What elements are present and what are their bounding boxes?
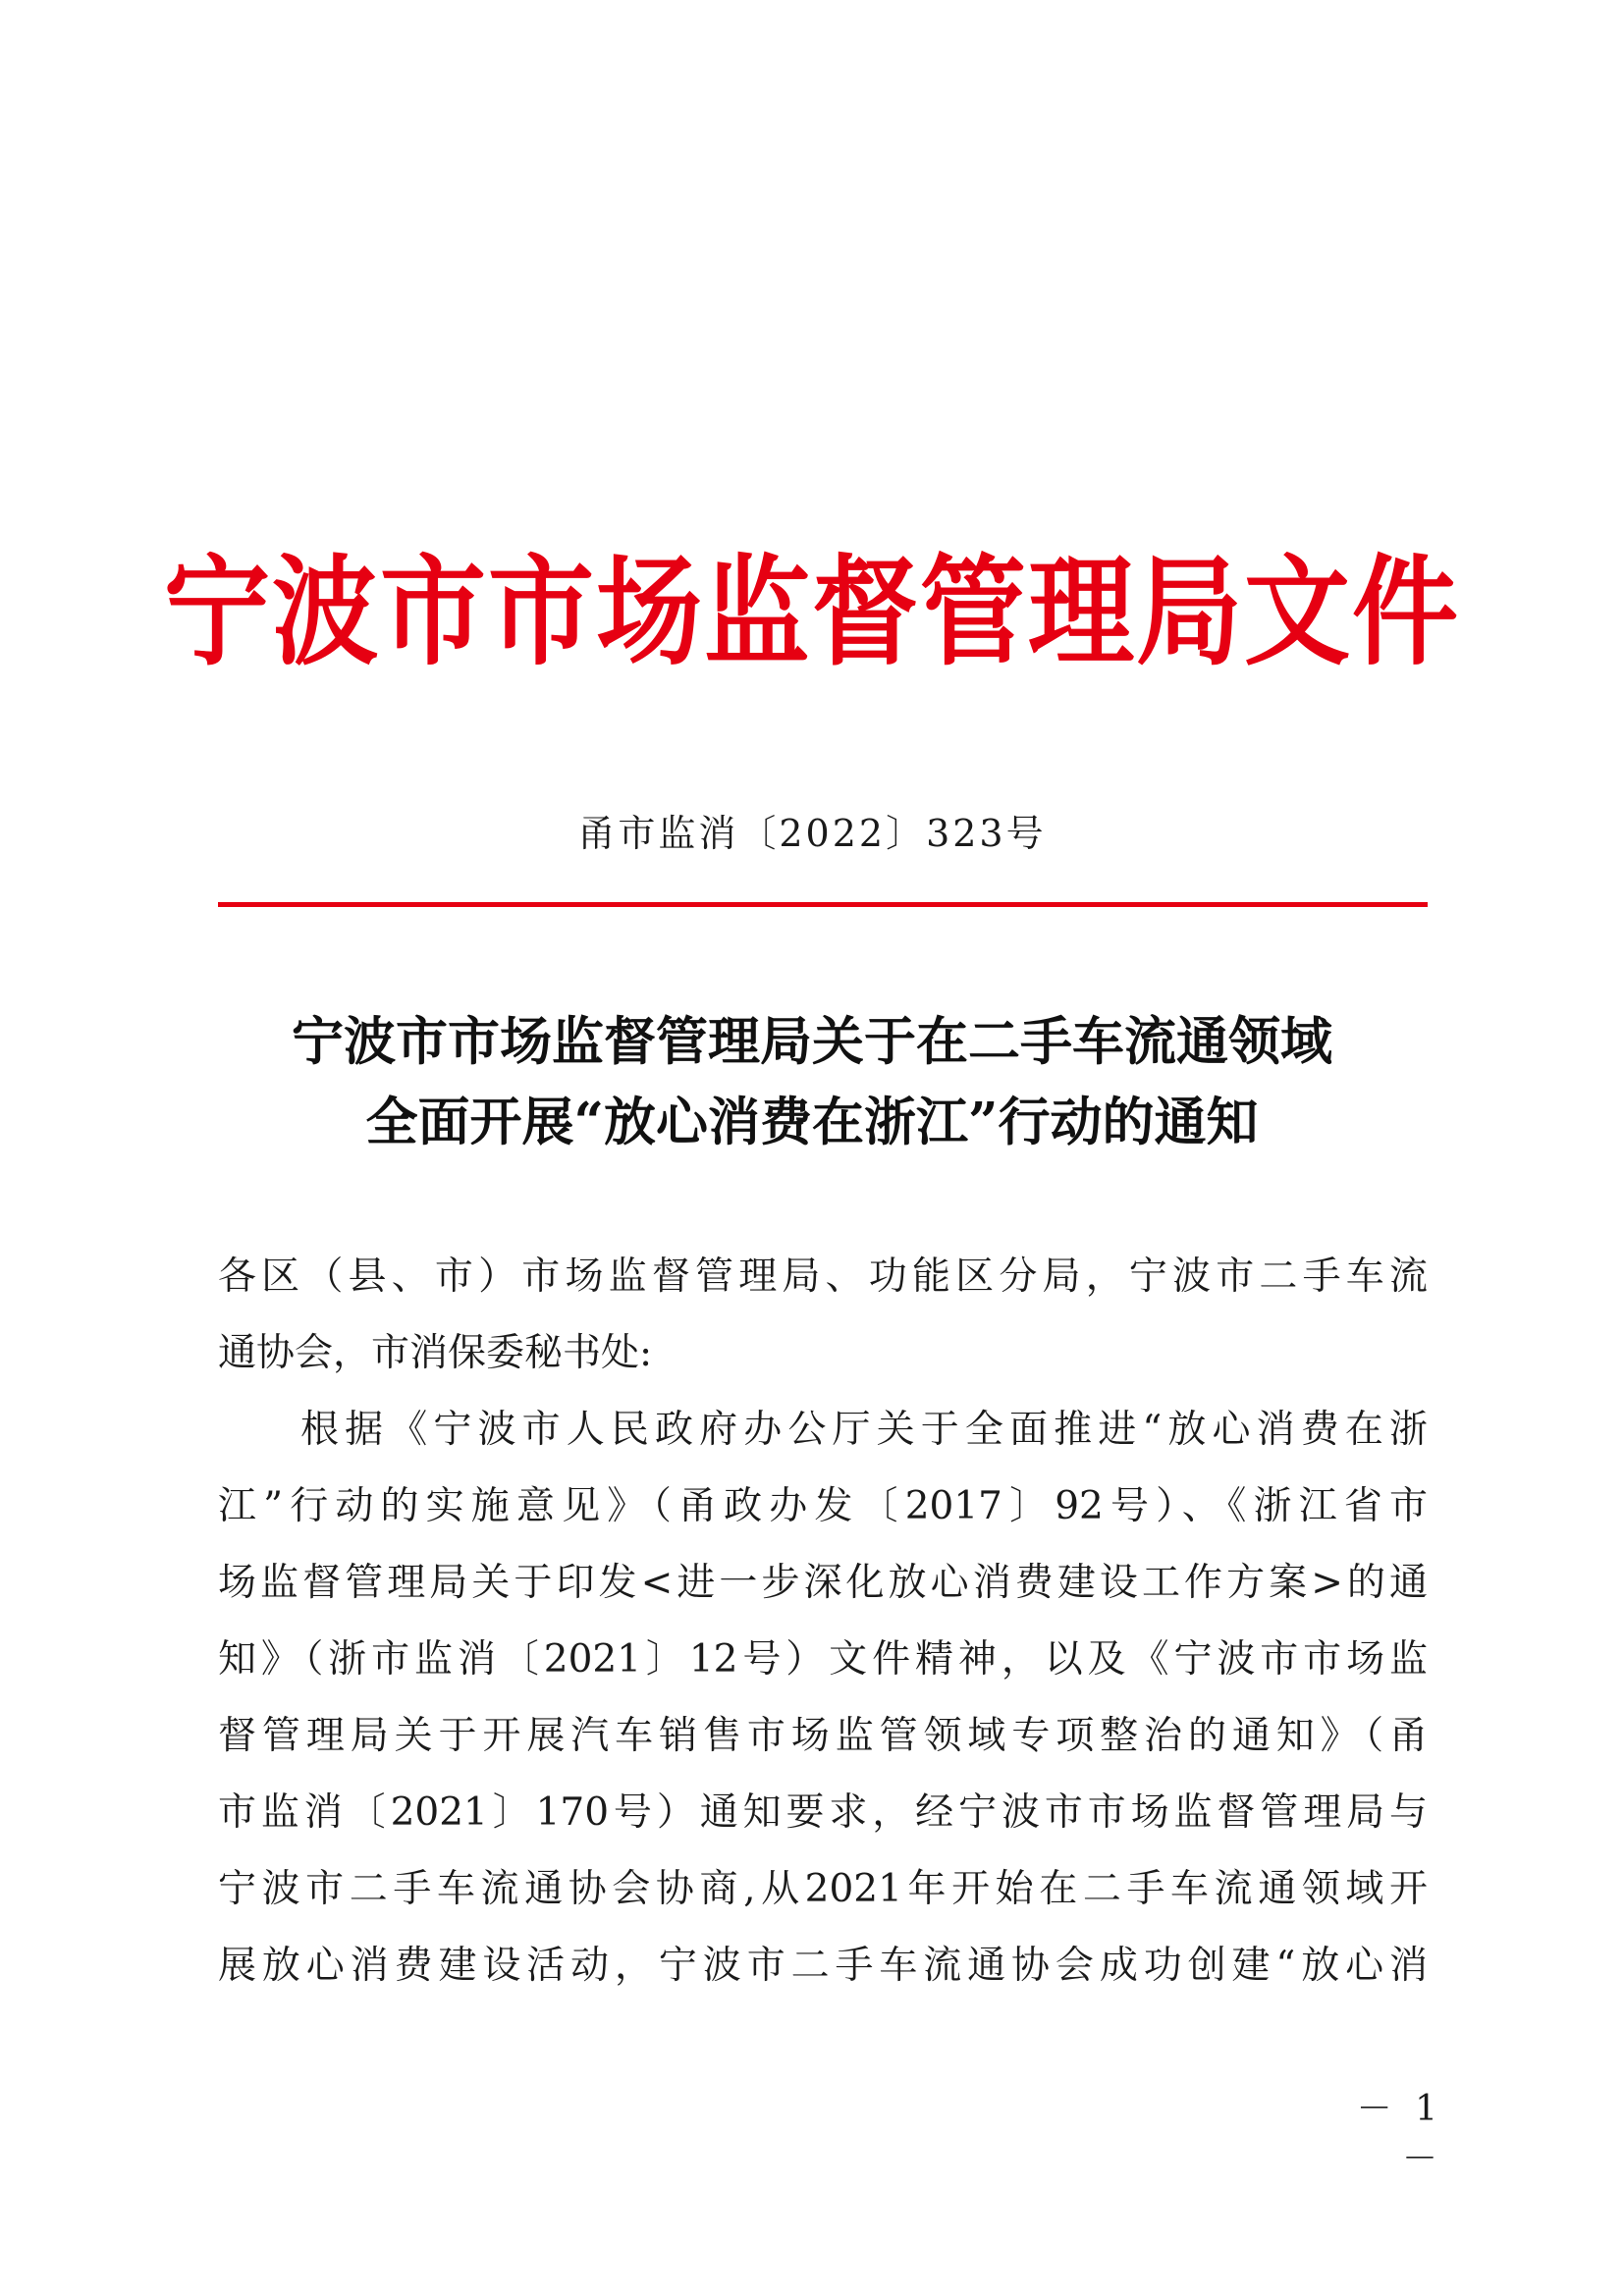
recipients-line-1: 各区（县、市）市场监督管理局、功能区分局，宁波市二手车流 xyxy=(218,1255,1428,1299)
paragraph-line: 宁波市二手车流通协会协商,从2021年开始在二手车流通领域开 xyxy=(218,1867,1428,1911)
recipients-line-2: 通协会，市消保委秘书处: xyxy=(218,1331,653,1375)
paragraph-line: 江”行动的实施意见》（甬政办发〔2017〕92号）、《浙江省市 xyxy=(218,1484,1428,1528)
paragraph-line: 场监督管理局关于印发<进一步深化放心消费建设工作方案>的通 xyxy=(218,1561,1428,1605)
document-title xyxy=(177,1001,1447,1162)
masthead-title: 宁波市市场监督管理局文件 xyxy=(163,543,1460,682)
paragraph-line: 根据《宁波市人民政府办公厅关于全面推进“放心消费在浙 xyxy=(300,1408,1428,1452)
page-number: － 1 － xyxy=(1356,2089,1443,2179)
title-line-2: 全面开展“放心消费在浙江”行动的通知 xyxy=(365,1092,1259,1152)
paragraph-line: 展放心消费建设活动，宁波市二手车流通协会成功创建“放心消 xyxy=(218,1944,1428,1988)
document-number: 甬市监消〔2022〕323号 xyxy=(577,812,1047,855)
red-divider-line xyxy=(218,902,1428,907)
document-body xyxy=(218,1239,1428,2004)
title-line-1: 宁波市市场监督管理局关于在二手车流通领域 xyxy=(292,1011,1332,1072)
paragraph-line: 市监消〔2021〕170号）通知要求，经宁波市市场监督管理局与 xyxy=(218,1790,1428,1835)
paragraph-line: 督管理局关于开展汽车销售市场监管领域专项整治的通知》（甬 xyxy=(218,1714,1428,1758)
paragraph-line: 知》（浙市监消〔2021〕12号）文件精神，以及《宁波市市场监 xyxy=(218,1637,1428,1682)
